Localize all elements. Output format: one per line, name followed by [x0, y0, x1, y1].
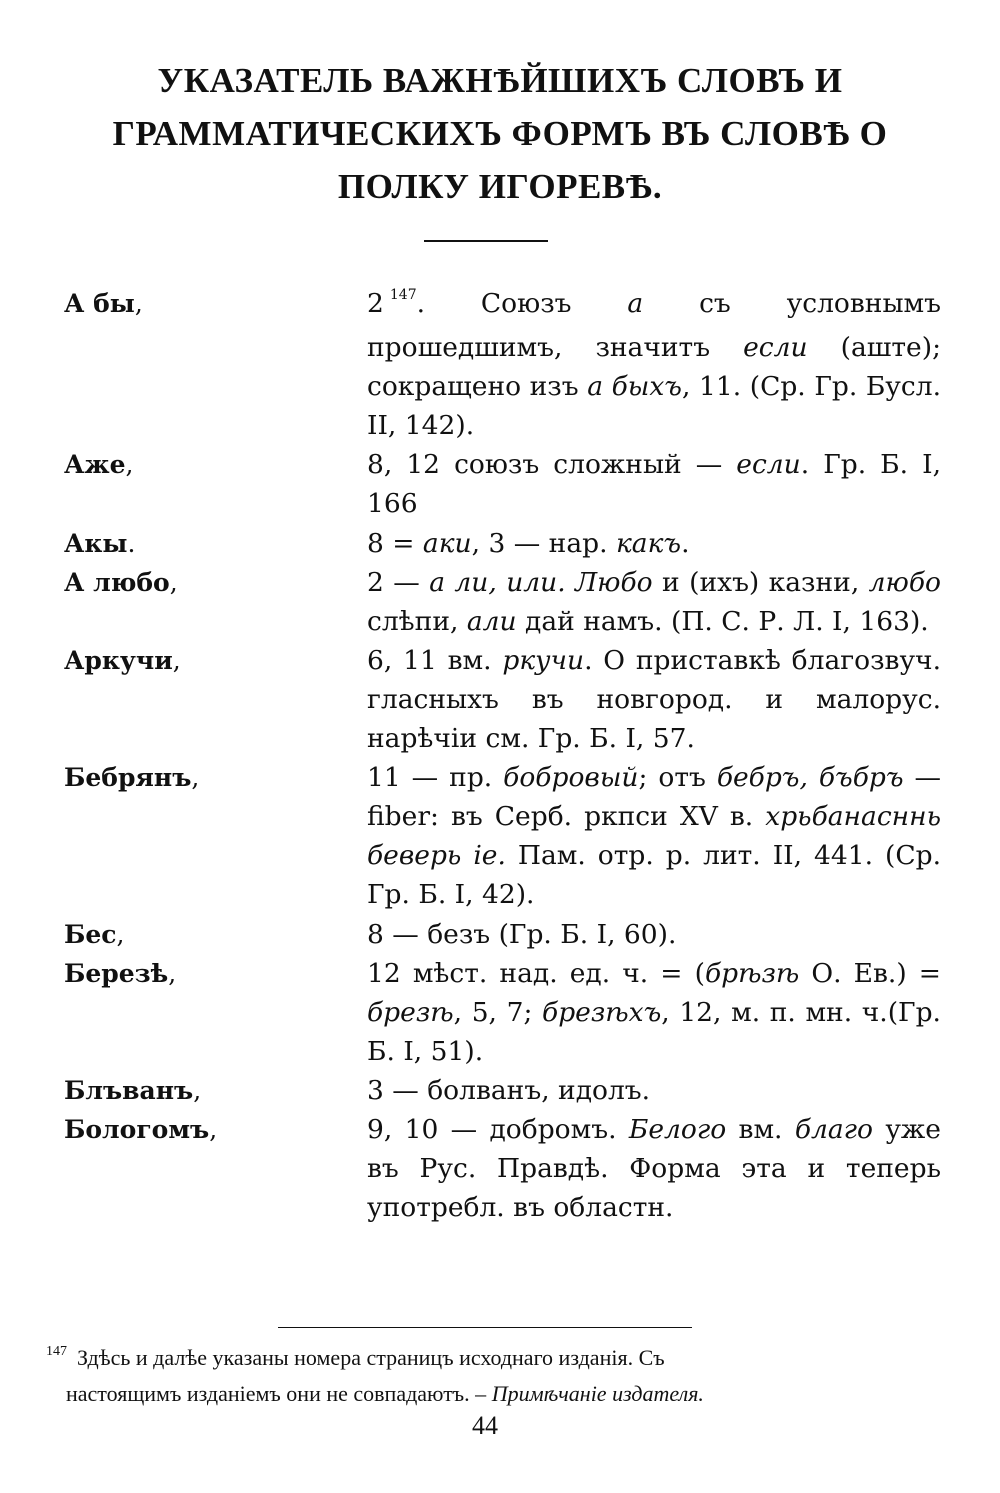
title-divider	[424, 240, 548, 242]
entry-headword: Аркучи,	[64, 645, 181, 675]
title-line-3: ПОЛКУ ИГОРЕВѢ.	[337, 167, 663, 206]
entry-definition: 2 $^{147}$. Союзъ а съ условнымъ прошедшимъ, значитъ если (аште); сокращено изъ а быхъ, 11. (Ср. Гр. Бусл. II, 142).	[367, 287, 942, 442]
entry-definition: 8, 12 союзъ сложный — если. Гр. Б. I, 166	[367, 449, 941, 520]
page-number: 44	[472, 1411, 498, 1440]
entry-definition: 8 = аки, 3 — нар. какъ.	[367, 527, 690, 559]
entry-headword: Акы.	[64, 528, 136, 558]
old-slavonic-quote: брѣзѣ	[704, 957, 800, 989]
title-line-2: ГРАММАТИЧЕСКИХЪ ФОРМЪ ВЪ СЛОВѢ О	[112, 114, 888, 153]
list-item	[64, 641, 944, 758]
publisher-note: Примѣчанiе издателя.	[491, 1381, 704, 1406]
list-item	[64, 284, 944, 445]
entry-headword: Бологомъ,	[64, 1114, 218, 1144]
entry-headword: Бес,	[64, 919, 125, 949]
entry-definition: 8 — безъ (Гр. Б. I, 60).	[367, 918, 677, 950]
entry-headword: Бебрянъ,	[64, 763, 200, 793]
list-item	[64, 758, 944, 914]
footnote-divider	[278, 1327, 692, 1328]
footnote: $^{147}$ Здѣсь и далѣе указаны номера страницъ исходнаго изданiя. Съ настоящимъ изданiемъ они не совпадаютъ. – Примѣчанiе издателя.	[46, 1344, 704, 1406]
footnote-number: 147	[46, 1344, 67, 1359]
entry-headword: А бы,	[64, 289, 143, 318]
entry-headword: А любо,	[64, 567, 178, 597]
title-line-1: УКАЗАТЕЛЬ ВАЖНѢЙШИХЪ СЛОВЪ И	[157, 61, 843, 100]
entry-definition: 11 — пр. бобровый; отъ бебръ, бъбръ — fiber: въ Серб. ркпси XV в. хрьбанасннь беверь іе. Пам. отр. р. лит. II, 441. (Ср. Гр. Б. I, 42).	[367, 762, 941, 911]
list-item	[64, 1071, 944, 1110]
list-item	[64, 524, 944, 563]
entry-definition: 6, 11 вм. ркучи. О приставкѣ благозвуч. гласныхъ въ новгород. и малорус. нарѣчiи см. Гр. Б. I, 57.	[367, 644, 942, 755]
entry-definition: 12 мѣст. над. ед. ч. = (брѣзѣ О. Ев.) = брезѣ, 5, 7; брезѣхъ, 12, м. п. мн. ч.(Гр. Б. I, 51).	[367, 957, 941, 1067]
page-title	[60, 54, 940, 213]
list-item	[64, 563, 944, 641]
entry-headword: Аже,	[64, 450, 134, 480]
list-item	[64, 915, 944, 954]
list-item	[64, 954, 944, 1071]
entry-headword: Березѣ,	[64, 958, 177, 988]
list-item	[64, 445, 944, 523]
list-item	[64, 1110, 944, 1227]
entry-definition: 2 — а ли, или. Любо и (ихъ) казни, любо слѣпи, али дай намъ. (П. С. Р. Л. I, 163).	[367, 566, 941, 637]
entry-headword: Блъванъ,	[64, 1075, 202, 1105]
word-index-list	[64, 284, 944, 1227]
entry-definition: 3 — болванъ, идолъ.	[367, 1074, 651, 1106]
entry-definition: 9, 10 — добромъ. Белого вм. благо уже въ Рус. Правдѣ. Форма эта и теперь употребл. въ областн.	[367, 1113, 941, 1224]
old-slavonic-quote: хрьбанасннь беверь іе.	[367, 801, 941, 872]
footnote-reference: 147	[389, 287, 417, 303]
